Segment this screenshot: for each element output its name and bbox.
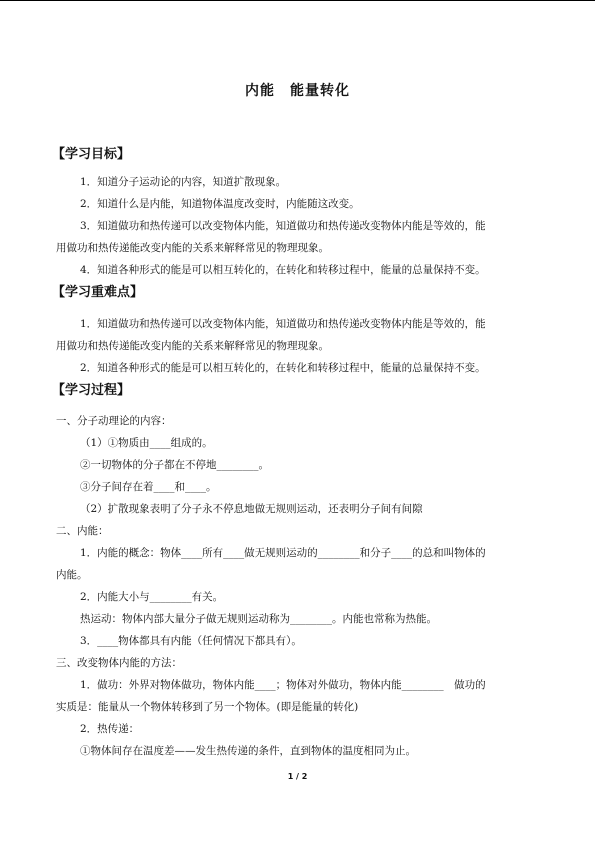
goal-item-2: 2．知道什么是内能，知道物体温度改变时，内能随这改变。 — [80, 198, 360, 210]
process-line: ①物体间存在温度差——发生热传递的条件，直到物体的温度相同为止。 — [80, 745, 416, 757]
process-line: ②一切物体的分子都在不停地________。 — [80, 459, 269, 471]
process-line: 一、分子动理论的内容： — [56, 415, 172, 427]
section-heading-keypoints: 【学习重难点】 — [52, 285, 144, 300]
page-number: 1 / 2 — [287, 772, 308, 781]
document-title: 内能 能量转化 — [245, 83, 350, 99]
process-line: 2．内能大小与________有关。 — [80, 591, 224, 603]
process-line: ③分子间存在着____和____。 — [80, 481, 217, 493]
goal-item-3-cont: 用做功和热传递能改变内能的关系来解释常见的物理现象。 — [56, 242, 329, 254]
process-line: （1）①物质由____组成的。 — [80, 437, 213, 449]
keypoint-item-2: 2．知道各种形式的能是可以相互转化的，在转化和转移过程中，能量的总量保持不变。 — [80, 362, 486, 374]
goal-item-3: 3．知道做功和热传递可以改变物体内能，知道做功和热传递改变物体内能是等效的，能 — [80, 220, 486, 232]
section-heading-goals: 【学习目标】 — [52, 147, 131, 162]
keypoint-item-1-cont: 用做功和热传递能改变内能的关系来解释常见的物理现象。 — [56, 340, 329, 352]
process-line: 热运动：物体内部大量分子做无规则运动称为________。内能也常称为热能。 — [80, 613, 437, 625]
keypoint-item-1: 1．知道做功和热传递可以改变物体内能，知道做功和热传递改变物体内能是等效的，能 — [80, 318, 486, 330]
process-line: （2）扩散现象表明了分子永不停息地做无规则运动，还表明分子间有间隙 — [80, 503, 423, 515]
process-line: 内能。 — [56, 569, 88, 581]
goal-item-1: 1．知道分子运动论的内容，知道扩散现象。 — [80, 176, 287, 188]
top-border-line — [0, 0, 595, 1]
process-line: 1．做功：外界对物体做功，物体内能____；物体对外做功，物体内能________ 做功的 — [80, 679, 486, 691]
process-line: 2．热传递： — [80, 723, 140, 735]
process-line: 1．内能的概念：物体____所有____做无规则运动的________和分子____的总和叫物体的 — [80, 547, 486, 559]
section-heading-process: 【学习过程】 — [52, 383, 131, 398]
process-line: 三、改变物体内能的方法： — [56, 657, 182, 669]
process-line: 3．____物体都具有内能（任何情况下都具有）。 — [80, 635, 302, 647]
process-line: 二、内能： — [56, 525, 109, 537]
process-line: 实质是：能量从一个物体转移到了另一个物体。(即是能量的转化) — [56, 701, 359, 713]
goal-item-4: 4．知道各种形式的能是可以相互转化的，在转化和转移过程中，能量的总量保持不变。 — [80, 264, 486, 276]
